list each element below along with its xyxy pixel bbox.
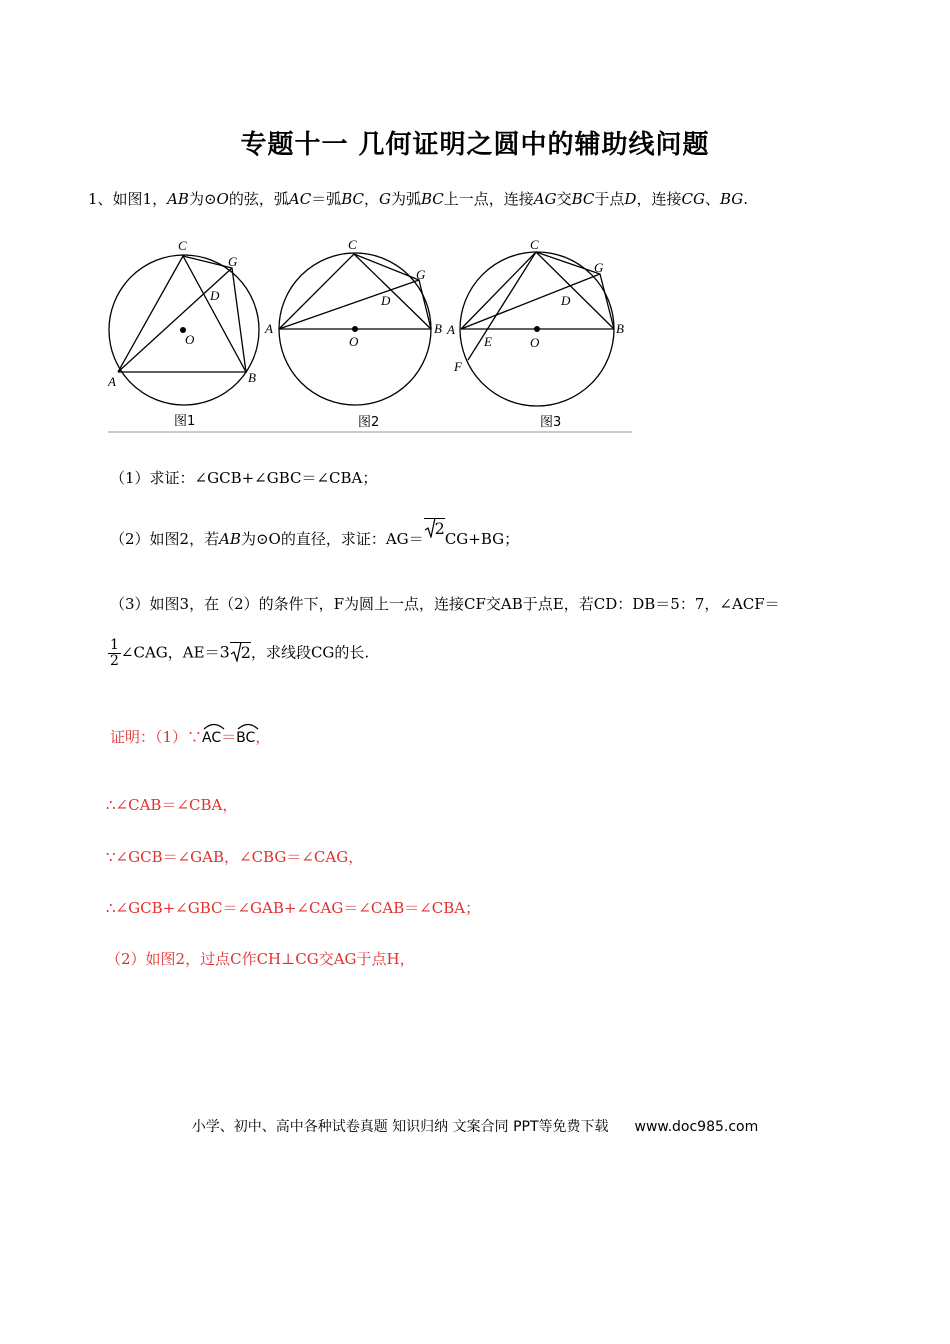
sqrt-radicand: 2 (240, 642, 251, 662)
arc-ac-label: AC (202, 730, 222, 746)
fig3-label-b: B (616, 321, 624, 336)
stem-var: AG (533, 190, 557, 208)
fig3-line-cf (468, 252, 536, 360)
part2-ab: AB (219, 530, 241, 548)
stem-var: O (216, 190, 229, 208)
fig3-label-g: G (594, 260, 604, 275)
stem-text: ＝弧 (311, 190, 342, 208)
arc-bc-label: BC (236, 730, 256, 746)
fig3-label-f: F (454, 359, 462, 374)
stem-text: 上一点，连接 (443, 190, 534, 208)
fig2-label-d: D (381, 293, 391, 308)
fig3-label-a: A (447, 322, 455, 337)
stem-var: D (624, 190, 637, 208)
solution-comma: ， (255, 728, 271, 746)
fig2-label-b: B (434, 321, 442, 336)
page-title: 专题十一 几何证明之圆中的辅助线问题 (240, 130, 710, 160)
solution-line2: ∴∠CAB＝∠CBA， (106, 796, 238, 814)
stem-text: . (743, 190, 749, 208)
stem-var: G (378, 190, 391, 208)
sqrt-symbol (230, 642, 251, 662)
fig2-center-dot (352, 326, 358, 332)
stem-text: 、 (704, 190, 720, 208)
stem-var: BC (571, 190, 595, 208)
arc-ac (202, 722, 221, 746)
arc-bc (236, 722, 255, 746)
solution-intro: 证明：（1）∵ (110, 728, 203, 746)
part1: （1）求证：∠GCB+∠GBC＝∠CBA； (110, 469, 378, 487)
fig2-label-a: A (265, 321, 273, 336)
fig2-line-ag (279, 280, 419, 329)
stem-text: ，连接 (636, 190, 682, 208)
fig3-label-d: D (561, 293, 571, 308)
stem-var: BC (420, 190, 444, 208)
fig1-label-b: B (248, 370, 256, 385)
radical-icon (230, 642, 242, 662)
part2-mid: 为⊙O的直径，求证：AG＝ (240, 530, 424, 548)
stem-text: 为弧 (390, 190, 421, 208)
geometry-figures (108, 232, 632, 434)
stem-var: BG (719, 190, 744, 208)
stem-var: AB (167, 190, 189, 208)
fig2-caption: 图2 (358, 415, 380, 430)
sqrt-radicand: 2 (434, 519, 445, 538)
stem-text: ， (363, 190, 379, 208)
stem-text: 为⊙ (188, 190, 217, 208)
arc-icon (202, 722, 226, 730)
fig3-label-o: O (530, 335, 540, 350)
solution-line5: （2）如图2，过点C作CH⊥CG交AG于点H， (106, 950, 415, 968)
fig1-caption: 图1 (174, 414, 196, 429)
fig3-caption: 图3 (540, 415, 562, 430)
fig3-line-ag (461, 274, 600, 329)
stem-var: CG (681, 190, 705, 208)
stem-var: BC (341, 190, 364, 208)
fig2-label-o: O (349, 334, 359, 349)
arc-icon (236, 722, 260, 730)
part3-line2 (108, 638, 369, 669)
fig1-label-a: A (108, 374, 116, 389)
frac-numerator: 1 (110, 637, 119, 653)
stem-text: 的弦，弧 (228, 190, 289, 208)
part2-prefix: （2）如图2，若 (110, 530, 220, 548)
fig1-label-d: D (210, 288, 220, 303)
question-number: 1、 (88, 190, 113, 208)
fig3-lines-ac-cb (461, 252, 614, 329)
part3-coef: 3 (219, 642, 230, 662)
part3-line1: （3）如图3，在（2）的条件下，F为圆上一点，连接CF交AB于点E，若CD：DB＝5：7，∠ACF＝ (110, 595, 780, 613)
fig1-line-ag (118, 268, 232, 372)
fig2-label-g: G (416, 267, 426, 282)
solution-line4: ∴∠GCB+∠GBC＝∠GAB+∠CAG＝∠CAB＝∠CBA； (106, 899, 481, 917)
fraction-one-half (108, 638, 121, 669)
solution-line3: ∵∠GCB＝∠GAB，∠CBG＝∠CAG， (106, 848, 364, 866)
radical-icon (424, 518, 436, 538)
fig1-label-g: G (228, 254, 238, 269)
frac-denominator: 2 (110, 653, 119, 669)
sqrt-symbol (424, 518, 445, 538)
fig1-label-o: O (185, 332, 195, 347)
fig2-lines-ac-cb (279, 254, 431, 329)
part2-suffix: CG+BG； (444, 530, 520, 548)
footer (0, 1116, 950, 1136)
stem-text: 如图1， (112, 190, 168, 208)
part2 (110, 519, 520, 549)
fig3-label-c: C (530, 237, 539, 252)
solution-line1 (110, 722, 270, 747)
part3-mid: ∠CAG，AE＝ (120, 643, 220, 662)
footer-link[interactable]: www.doc985.com (634, 1119, 759, 1135)
stem-text: 于点 (594, 190, 625, 208)
footer-text: 小学、初中、高中各种试卷真题 知识归纳 文案合同 PPT等免费下载 (191, 1119, 609, 1135)
solution-eq: ＝ (221, 728, 237, 746)
fig2-label-c: C (348, 237, 357, 252)
stem-text: 交 (556, 190, 572, 208)
fig3-label-e: E (484, 334, 492, 349)
question-stem (88, 188, 748, 209)
stem-var: AC (288, 190, 312, 208)
fig1-label-c: C (178, 238, 187, 253)
fig3-center-dot (534, 326, 540, 332)
part3-suffix: ，求线段CG的长. (250, 643, 370, 662)
